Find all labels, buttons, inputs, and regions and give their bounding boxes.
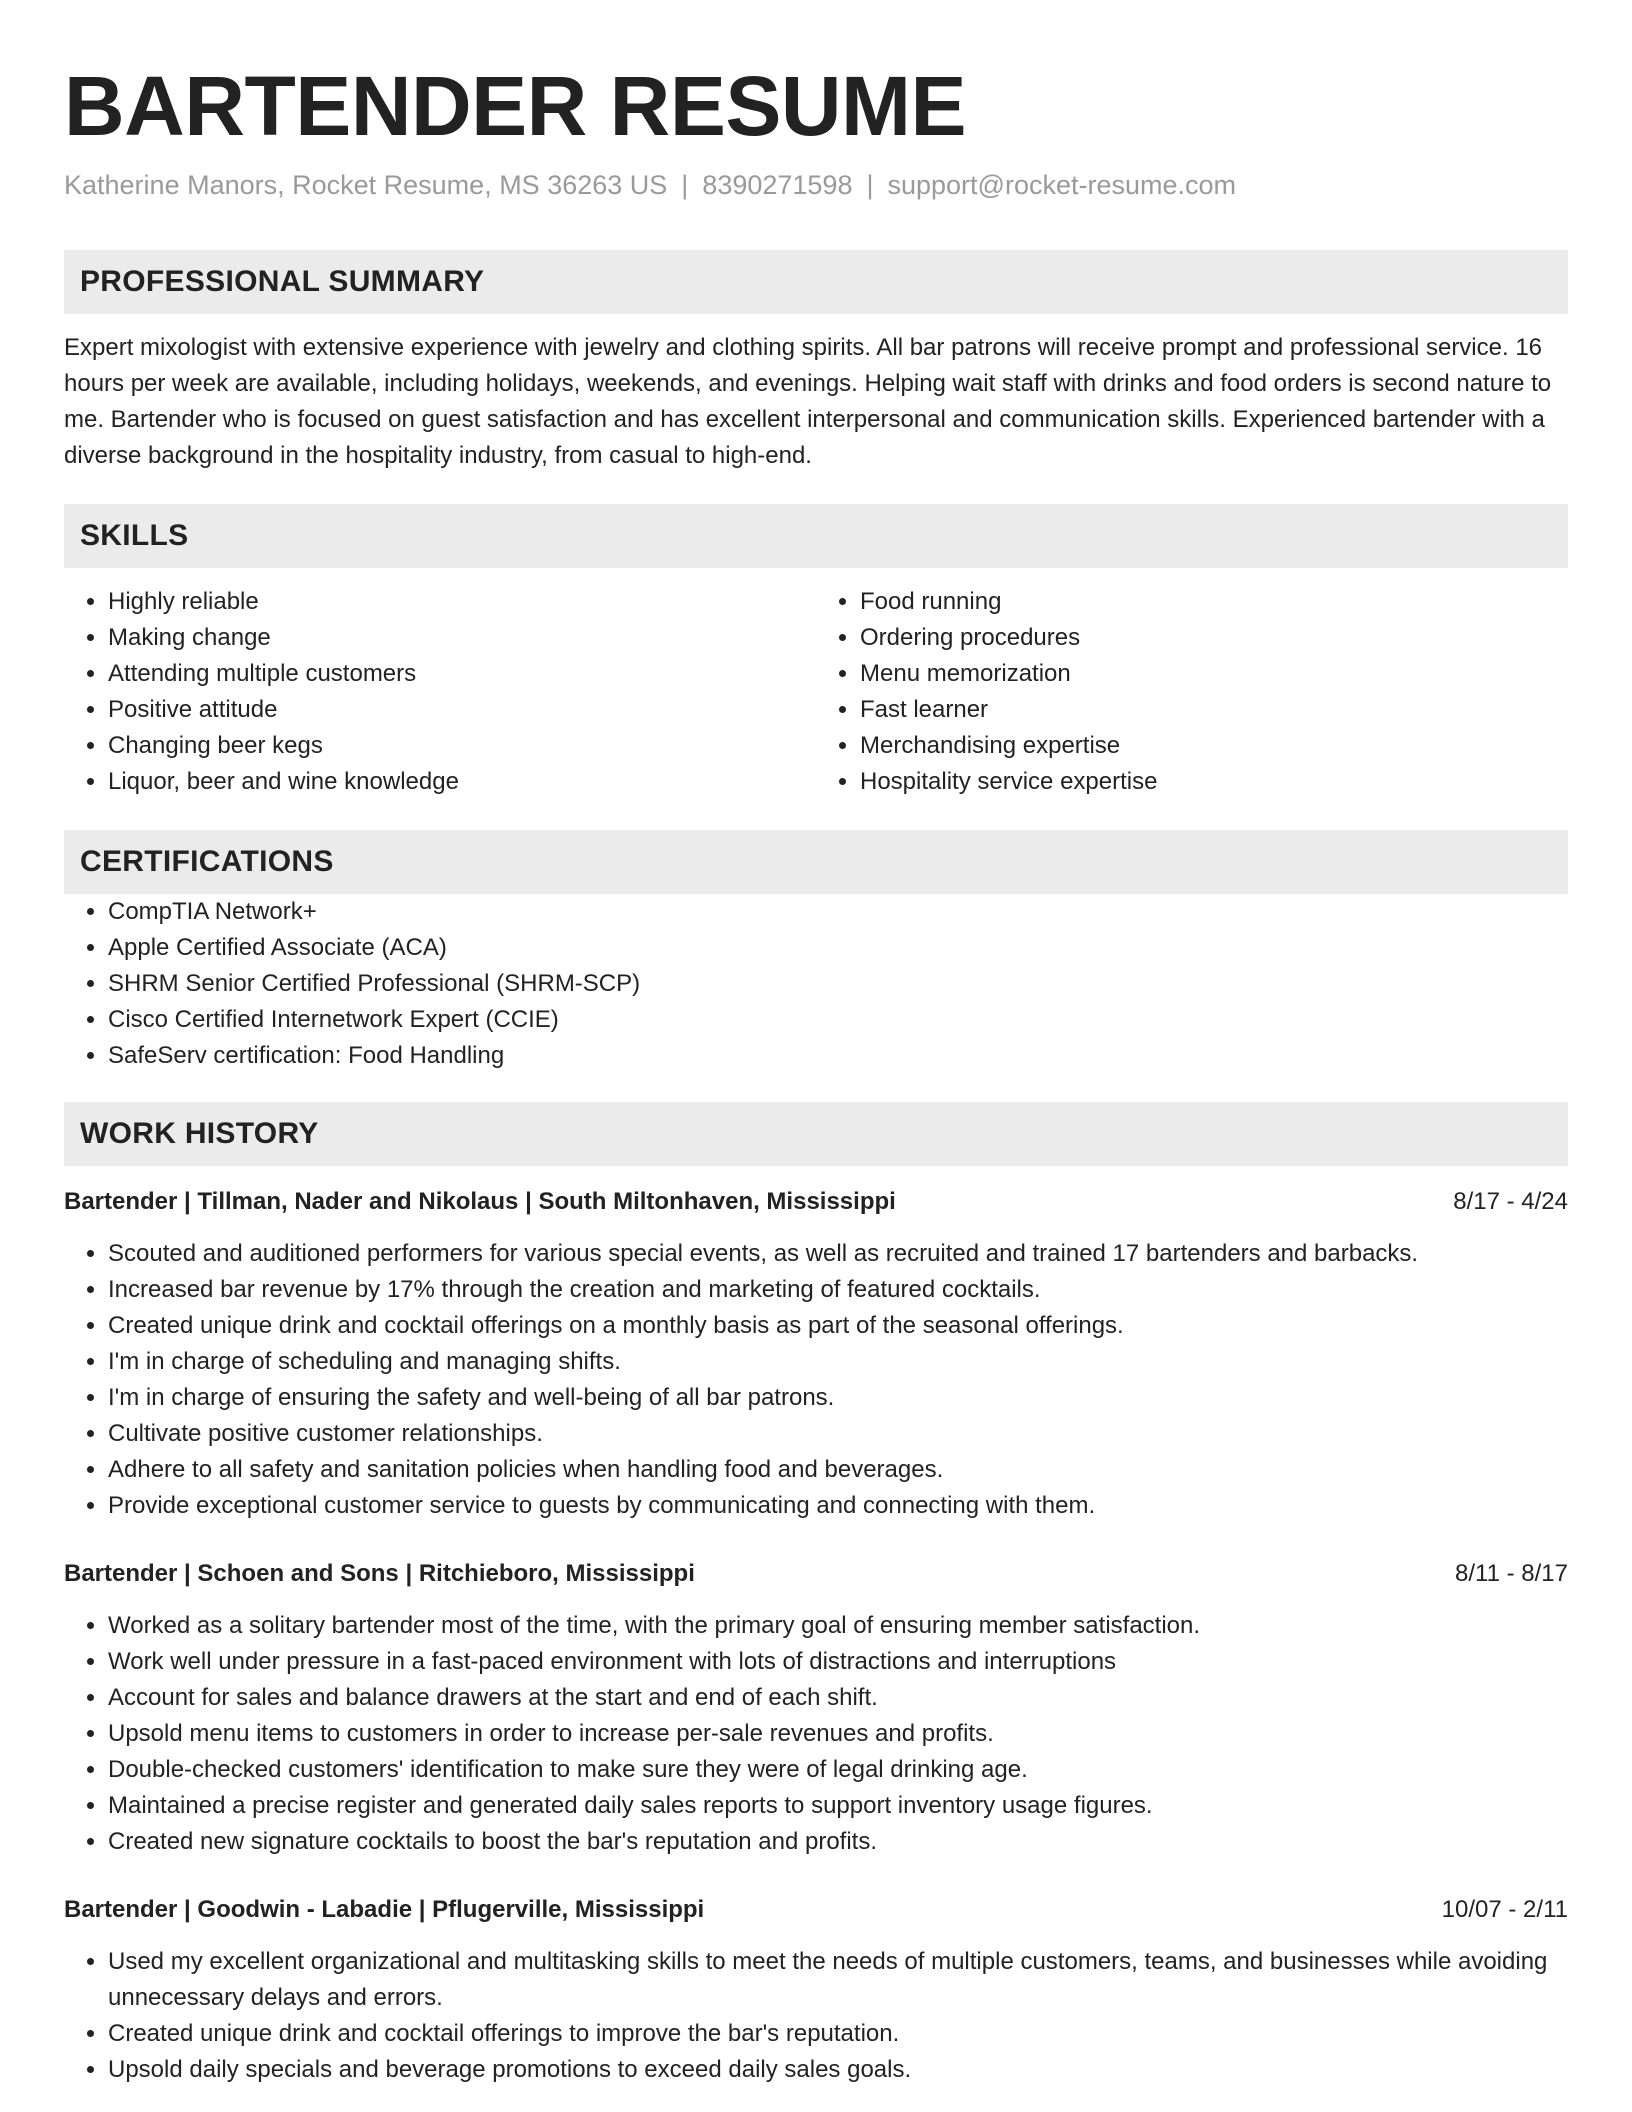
list-item: • Making change: [108, 620, 816, 656]
skills-column-right: [816, 584, 1568, 800]
list-item: • Upsold menu items to customers in order to increase per-sale revenues and profits.: [108, 1716, 1568, 1752]
list-item: • Hospitality service expertise: [860, 764, 1568, 800]
job-bullets: [64, 1944, 1568, 2088]
list-item: • Used my excellent organizational and multitasking skills to meet the needs of multiple customers, teams, and businesses while avoiding unnecessary delays and errors.: [108, 1944, 1568, 2016]
job-bullets: [64, 1236, 1568, 1524]
list-item: • Menu memorization: [860, 656, 1568, 692]
list-item: • Highly reliable: [108, 584, 816, 620]
list-item: • Created unique drink and cocktail offerings on a monthly basis as part of the seasonal offerings.: [108, 1308, 1568, 1344]
list-item: • Liquor, beer and wine knowledge: [108, 764, 816, 800]
job-dates: 10/07 - 2/11: [1441, 1896, 1568, 1923]
job-title: Bartender | Schoen and Sons | Ritchieboro, Mississippi: [64, 1560, 695, 1587]
list-item: • Created new signature cocktails to boost the bar's reputation and profits.: [108, 1824, 1568, 1860]
job-title: Bartender | Tillman, Nader and Nikolaus | South Miltonhaven, Mississippi: [64, 1188, 896, 1215]
list-item: • Double-checked customers' identification to make sure they were of legal drinking age.: [108, 1752, 1568, 1788]
job-header: [64, 1184, 1568, 1220]
list-item: • Attending multiple customers: [108, 656, 816, 692]
section-title: SKILLS: [80, 519, 189, 552]
list-item: • Scouted and auditioned performers for various special events, as well as recruited and trained 17 bartenders and barbacks.: [108, 1236, 1568, 1272]
list-item: • I'm in charge of scheduling and managing shifts.: [108, 1344, 1568, 1380]
section-header-work-history: [64, 1102, 1568, 1166]
skills-grid: [64, 584, 1568, 800]
list-item: • Food running: [860, 584, 1568, 620]
address: Katherine Manors, Rocket Resume, MS 36263 US: [64, 170, 668, 200]
page-title: BARTENDER RESUME: [64, 59, 967, 153]
list-item: • Maintained a precise register and generated daily sales reports to support inventory usage figures.: [108, 1788, 1568, 1824]
list-item: • SafeServ certification: Food Handling: [108, 1038, 1568, 1074]
phone: 8390271598: [702, 170, 853, 200]
job-dates: 8/17 - 4/24: [1453, 1188, 1568, 1215]
skills-list-right: [816, 584, 1568, 800]
job-title: Bartender | Goodwin - Labadie | Pflugerville, Mississippi: [64, 1896, 705, 1923]
summary-text: Expert mixologist with extensive experience with jewelry and clothing spirits. All bar patrons will receive prompt and professional service. 16 hours per week are available, including holidays, weekends, and evenings. Helping wait staff with drinks and food orders is second nature to me. Bartender who is focused on guest satisfaction and has excellent interpersonal and communication skills. Experienced bartender with a diverse background in the hospitality industry, from casual to high-end.: [64, 334, 1552, 469]
skills-list-left: [64, 584, 816, 800]
job-header: [64, 1892, 1568, 1928]
job-entry: [64, 1892, 1568, 2088]
list-item: • Merchandising expertise: [860, 728, 1568, 764]
skills-column-left: [64, 584, 816, 800]
job-bullets: [64, 1608, 1568, 1860]
list-item: • Upsold daily specials and beverage promotions to exceed daily sales goals.: [108, 2052, 1568, 2088]
job-entry: [64, 1556, 1568, 1860]
section-title: CERTIFICATIONS: [80, 845, 334, 878]
certifications-list: [64, 894, 1568, 1074]
list-item: • Provide exceptional customer service to guests by communicating and connecting with them.: [108, 1488, 1568, 1524]
list-item: • Apple Certified Associate (ACA): [108, 930, 1568, 966]
section-header-summary: [64, 250, 1568, 314]
list-item: • I'm in charge of ensuring the safety and well-being of all bar patrons.: [108, 1380, 1568, 1416]
contact-line: [64, 168, 1568, 202]
job-header: [64, 1556, 1568, 1592]
resume-page: [64, 56, 1568, 2088]
list-item: • Work well under pressure in a fast-paced environment with lots of distractions and interruptions: [108, 1644, 1568, 1680]
section-title: PROFESSIONAL SUMMARY: [80, 265, 485, 298]
list-item: • Created unique drink and cocktail offerings to improve the bar's reputation.: [108, 2016, 1568, 2052]
list-item: • Cultivate positive customer relationships.: [108, 1416, 1568, 1452]
list-item: • Ordering procedures: [860, 620, 1568, 656]
contact-separator: |: [681, 170, 689, 200]
list-item: • Worked as a solitary bartender most of the time, with the primary goal of ensuring member satisfaction.: [108, 1608, 1568, 1644]
list-item: • Positive attitude: [108, 692, 816, 728]
contact-separator: |: [866, 170, 874, 200]
list-item: • Changing beer kegs: [108, 728, 816, 764]
list-item: • Cisco Certified Internetwork Expert (CCIE): [108, 1002, 1568, 1038]
email: support@rocket-resume.com: [887, 170, 1237, 200]
job-dates: 8/11 - 8/17: [1455, 1560, 1568, 1587]
section-header-certifications: [64, 830, 1568, 894]
list-item: • Adhere to all safety and sanitation policies when handling food and beverages.: [108, 1452, 1568, 1488]
list-item: • Account for sales and balance drawers at the start and end of each shift.: [108, 1680, 1568, 1716]
section-header-skills: [64, 504, 1568, 568]
job-entry: [64, 1184, 1568, 1524]
list-item: • Increased bar revenue by 17% through the creation and marketing of featured cocktails.: [108, 1272, 1568, 1308]
list-item: • SHRM Senior Certified Professional (SHRM-SCP): [108, 966, 1568, 1002]
list-item: • Fast learner: [860, 692, 1568, 728]
section-title: WORK HISTORY: [80, 1117, 319, 1150]
list-item: • CompTIA Network+: [108, 894, 1568, 930]
